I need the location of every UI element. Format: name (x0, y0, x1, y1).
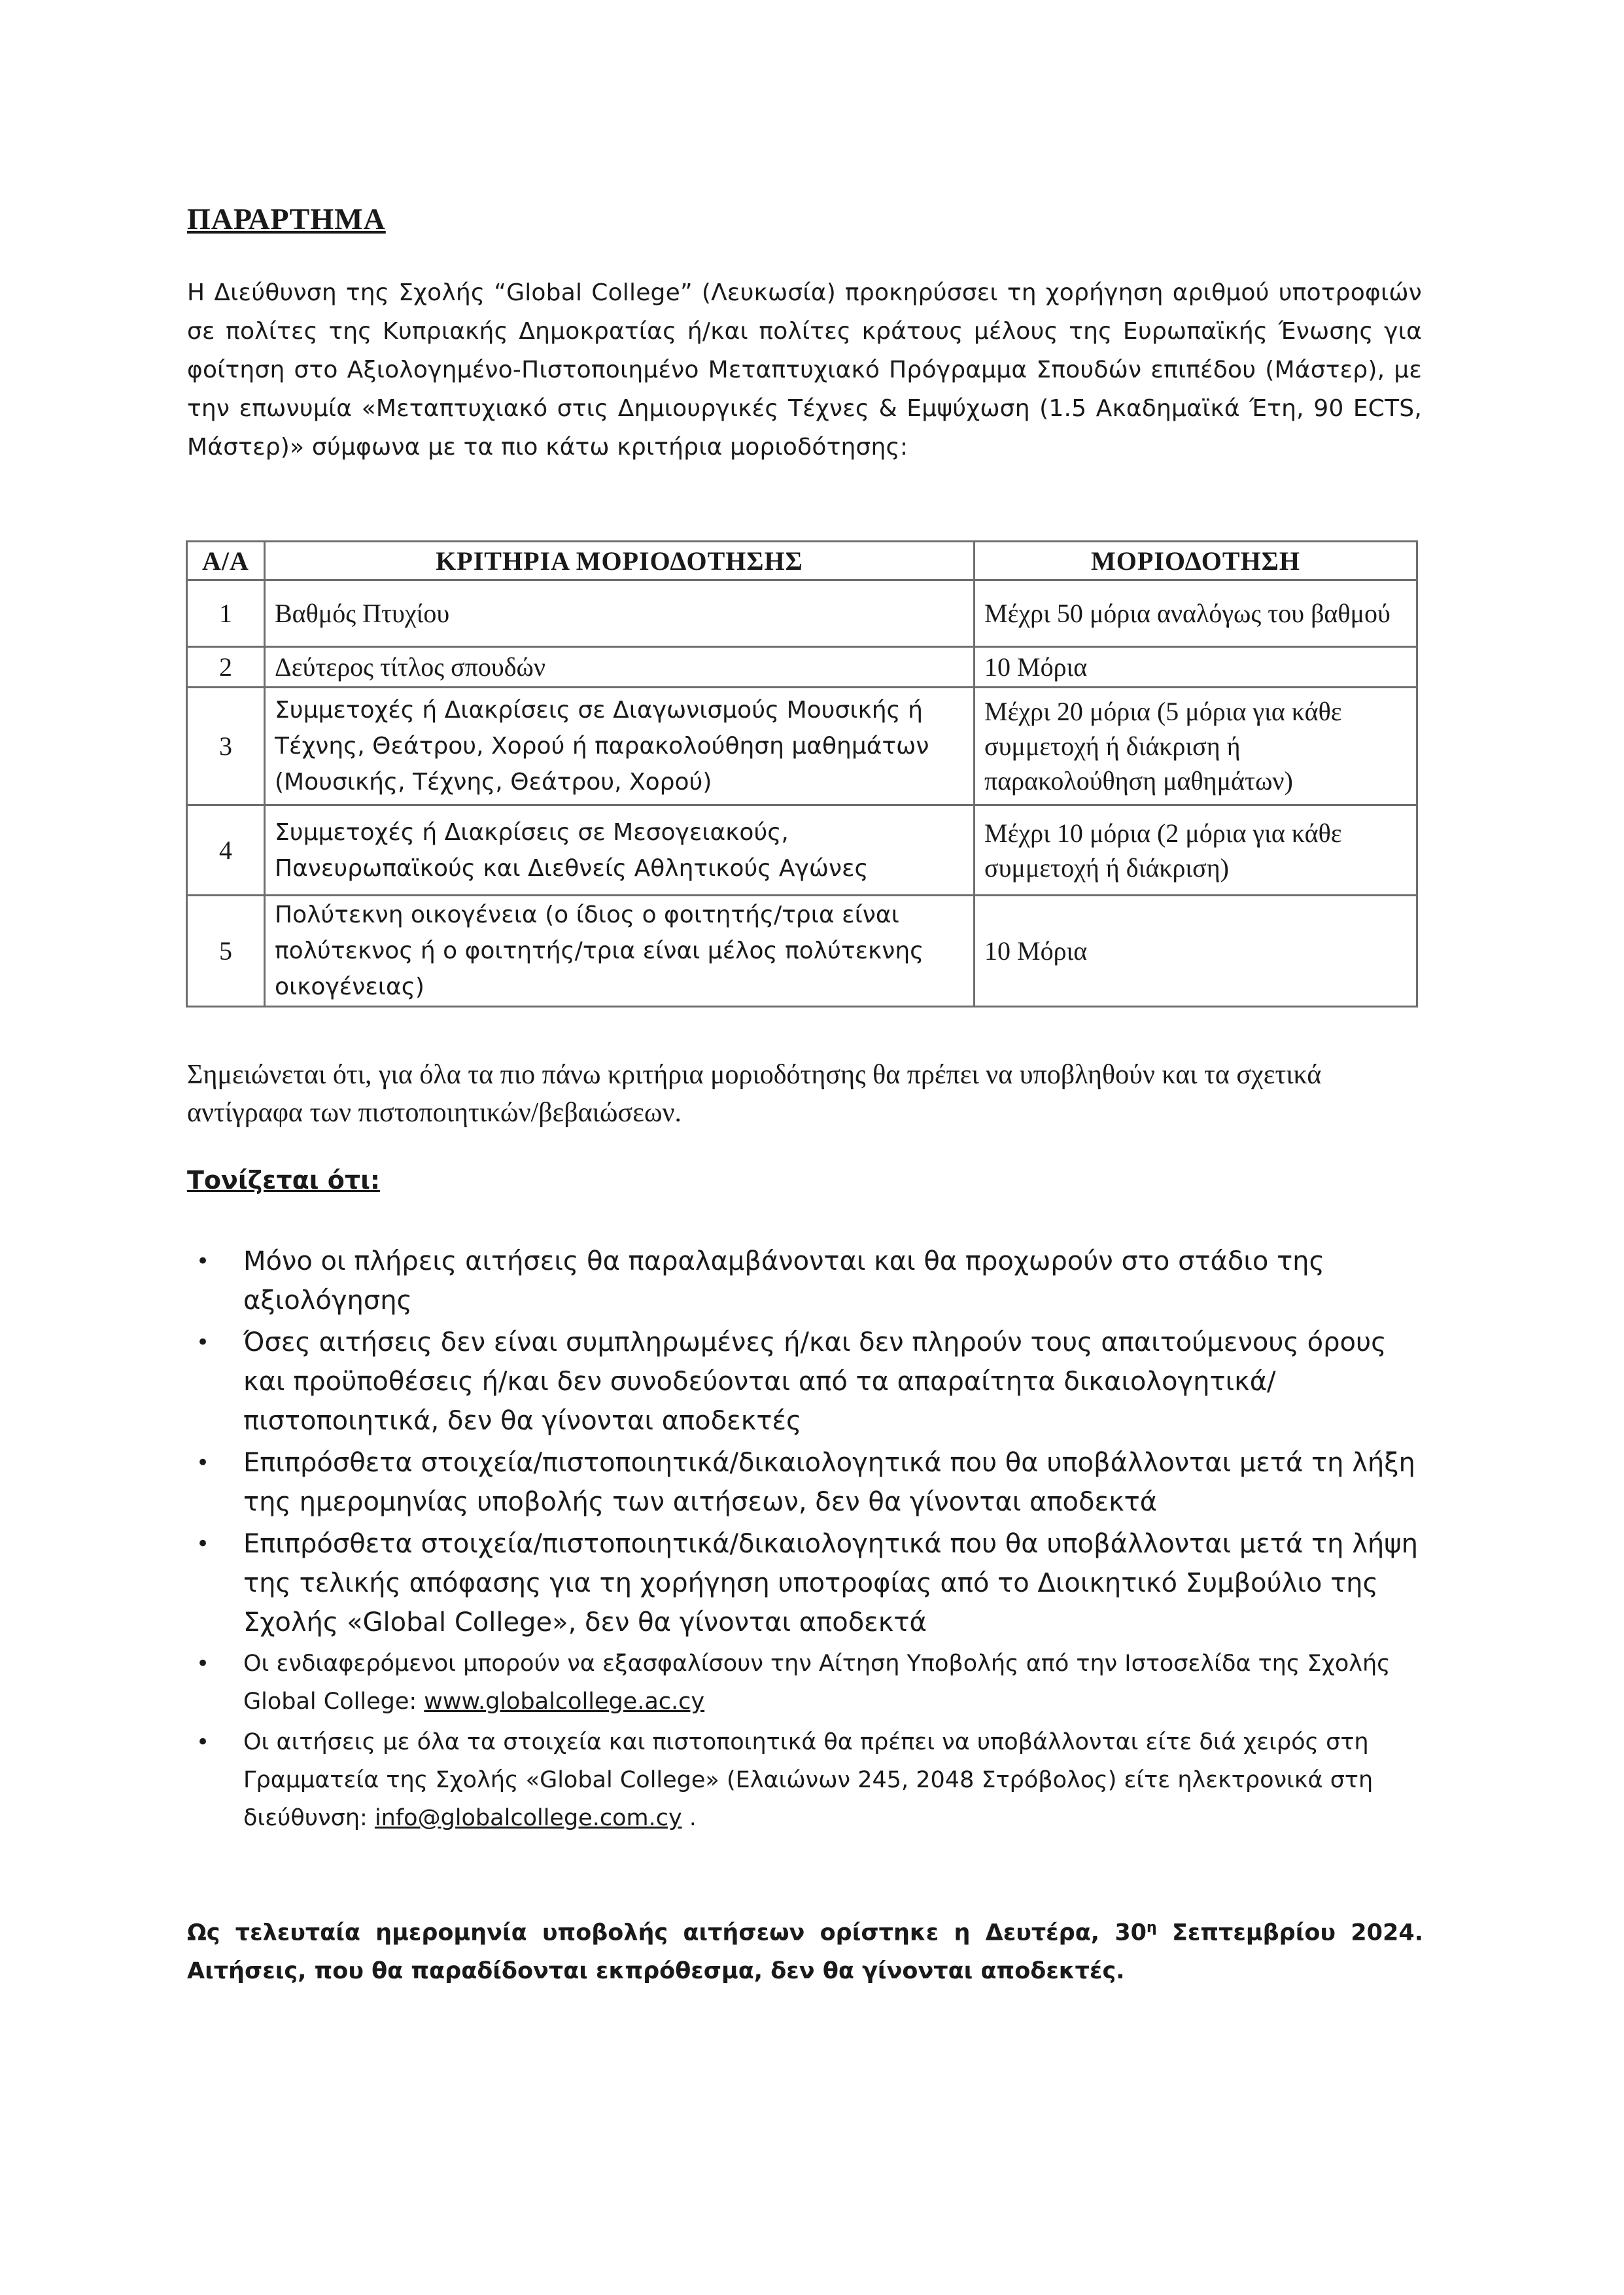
bullet-icon: • (196, 1531, 210, 1557)
bullet-icon: • (196, 1248, 210, 1274)
emphasis-title: Τονίζεται ότι: (187, 1166, 381, 1195)
row-score: Μέχρι 10 μόρια (2 μόρια για κάθε συμμετοχή ή διάκριση) (975, 805, 1417, 896)
note-paragraph: Σημειώνεται ότι, για όλα τα πιο πάνω κριτήρια μοριοδότησης θα πρέπει να υποβληθούν και τα σχετικά αντίγραφα των πιστοποιητικών/βεβαιώσεων. (187, 1060, 1322, 1128)
table-row (187, 580, 1417, 647)
bullet-icon: • (196, 1729, 210, 1755)
table-header-row (187, 542, 1417, 580)
list-item-tail: . (682, 1805, 697, 1831)
row-number: 3 (187, 688, 265, 805)
row-number: 1 (187, 580, 265, 647)
table-row (187, 647, 1417, 688)
row-criteria: Συμμετοχές ή Διακρίσεις σε Μεσογειακούς, Πανευρωπαϊκούς και Διεθνείς Αθλητικούς Αγώνες (265, 805, 975, 896)
row-criteria: Βαθμός Πτυχίου (265, 580, 975, 647)
row-score: Μέχρι 20 μόρια (5 μόρια για κάθε συμμετοχή ή διάκριση ή παρακολούθηση μαθημάτων) (975, 688, 1417, 805)
list-item-text: Οι αιτήσεις με όλα τα στοιχεία και πιστοποιητικά θα πρέπει να υποβάλλονται είτε διά χειρός στη Γραμματεία της Σχολής «Global College» (Ελαιώνων 245, 2048 Στρόβολος) είτε ηλεκτρονικά στη διεύθυνση: (243, 1729, 1373, 1831)
list-item (187, 1645, 1430, 1721)
list-item (187, 1242, 1430, 1320)
header-criteria: ΚΡΙΤΗΡΙΑ ΜΟΡΙΟΔΟΤΗΣΗΣ (265, 542, 975, 580)
list-item (187, 1524, 1430, 1642)
list-item-text: Οι ενδιαφερόμενοι μπορούν να εξασφαλίσουν την Αίτηση Υποβολής από την Ιστοσελίδα της Σχολής Global College: (243, 1651, 1391, 1715)
row-score: 10 Μόρια (975, 896, 1417, 1007)
list-item-text: Επιπρόσθετα στοιχεία/πιστοποιητικά/δικαιολογητικά που θα υποβάλλονται μετά τη λήξη της ημερομηνίας υποβολής των αιτήσεων, δεν θα γίνονται αποδεκτά (243, 1448, 1415, 1517)
criteria-table (186, 540, 1418, 1007)
deadline-text-rest: Σεπτεμβρίου 2024. Αιτήσεις, που θα παραδίδονται εκπρόθεσμα, δεν θα γίνονται αποδεκτές. (187, 1919, 1424, 1984)
list-item-text: Όσες αιτήσεις δεν είναι συμπληρωμένες ή/και δεν πληρούν τους απαιτούμενους όρους και προϋποθέσεις ή/και δεν συνοδεύονται από τα απαραίτητα δικαιολογητικά/πιστοποιητικά, δεν θα γίνονται αποδεκτές (243, 1327, 1387, 1436)
bullet-icon: • (196, 1329, 210, 1356)
website-link[interactable]: www.globalcollege.ac.cy (424, 1689, 705, 1715)
row-score: 10 Μόρια (975, 647, 1417, 688)
email-link[interactable]: info@globalcollege.com.cy (374, 1805, 682, 1831)
header-score: ΜΟΡΙΟΔΟΤΗΣΗ (975, 542, 1417, 580)
row-number: 4 (187, 805, 265, 896)
row-number: 2 (187, 647, 265, 688)
list-item (187, 1723, 1430, 1837)
row-score: Μέχρι 50 μόρια αναλόγως του βαθμού (975, 580, 1417, 647)
page-title: ΠΑΡΑΡΤΗΜΑ (187, 202, 386, 236)
list-item (187, 1443, 1430, 1522)
deadline-text: Ως τελευταία ημερομηνία υποβολής αιτήσεων ορίστηκε η Δευτέρα, 30 (187, 1919, 1147, 1946)
header-num: Α/Α (187, 542, 265, 580)
conditions-list (187, 1242, 1430, 1837)
list-item-text: Μόνο οι πλήρεις αιτήσεις θα παραλαμβάνονται και θα προχωρούν στο στάδιο της αξιολόγησης (243, 1246, 1325, 1316)
bullet-icon: • (196, 1651, 210, 1677)
list-item (187, 1323, 1430, 1441)
list-item-text: Επιπρόσθετα στοιχεία/πιστοποιητικά/δικαιολογητικά που θα υποβάλλονται μετά τη λήψη της τελικής απόφασης για τη χορήγηση υποτροφίας από το Διοικητικό Συμβούλιο της Σχολής «Global College», δεν θα γίνονται αποδεκτά (243, 1529, 1418, 1638)
deadline-ordinal: η (1147, 1919, 1157, 1936)
row-criteria: Δεύτερος τίτλος σπουδών (265, 647, 975, 688)
table-row (187, 688, 1417, 805)
row-criteria: Συμμετοχές ή Διακρίσεις σε Διαγωνισμούς Μουσικής ή Τέχνης, Θεάτρου, Χορού ή παρακολούθηση μαθημάτων (Μουσικής, Τέχνης, Θεάτρου, Χορού) (265, 688, 975, 805)
intro-paragraph: Η Διεύθυνση της Σχολής “Global College” (Λευκωσία) προκηρύσσει τη χορήγηση αριθμού υποτροφιών σε πολίτες της Κυπριακής Δημοκρατίας ή/και πολίτες κράτους μέλους της Ευρωπαϊκής Ένωσης για φοίτηση στο Αξιολογημένο-Πιστοποιημένο Μεταπτυχιακό Πρόγραμμα Σπουδών επιπέδου (Μάστερ), με την επωνυμία «Μεταπτυχιακό στις Δημιουργικές Τέχνες & Εμψύχωση (1.5 Ακαδημαϊκά Έτη, 90 ECTS, Μάστερ)» σύμφωνα με τα πιο κάτω κριτήρια μοριοδότησης: (187, 279, 1422, 461)
table-row (187, 896, 1417, 1007)
row-criteria: Πολύτεκνη οικογένεια (ο ίδιος ο φοιτητής/τρια είναι πολύτεκνος ή ο φοιτητής/τρια είναι μέλος πολύτεκνης οικογένειας) (265, 896, 975, 1007)
deadline-paragraph (187, 1909, 1423, 1990)
row-number: 5 (187, 896, 265, 1007)
table-row (187, 805, 1417, 896)
bullet-icon: • (196, 1450, 210, 1476)
